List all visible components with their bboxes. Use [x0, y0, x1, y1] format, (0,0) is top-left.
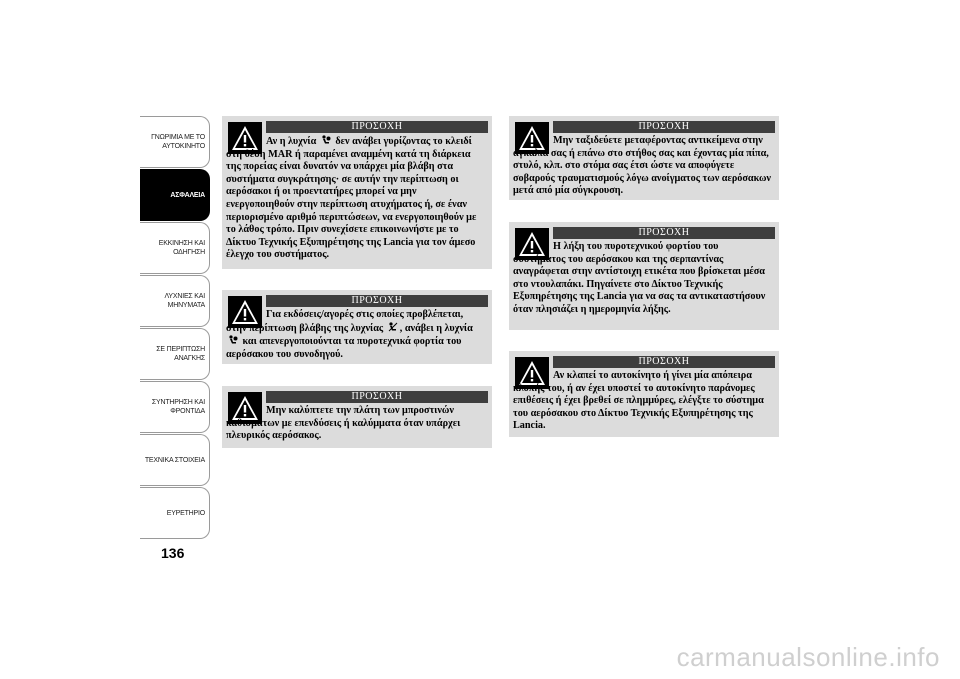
- warning-text: [226, 135, 486, 262]
- tab-label: ΣΥΝΤΗΡΗΣΗ ΚΑΙ ΦΡΟΝΤΙΔΑ: [151, 399, 205, 415]
- warning-heading: ΠΡΟΣΟΧΗ: [553, 121, 775, 133]
- warning-heading: ΠΡΟΣΟΧΗ: [266, 391, 488, 403]
- warning-text: [226, 309, 486, 361]
- warning-box: [222, 386, 492, 448]
- warning-text-part: , ανάβει η λυχνία: [399, 322, 473, 334]
- warning-text: Μην καλύπτετε την πλάτη των μπροστινών καθισμάτων με επενδύσεις ή καλύμματα όταν υπάρχει πλευρικός αερόσακος.: [226, 405, 461, 442]
- warning-heading: ΠΡΟΣΟΧΗ: [266, 295, 488, 307]
- warning-text: Αν κλαπεί το αυτοκίνητο ή γίνει μία απόπειρα κλοπής του, ή αν έχει υποστεί το αυτοκίνητο παράνομες επιθέσεις ή έχει βρεθεί σε πλημμύρες, ελέγξτε το σύστημα του αερόσακου στο Δίκτυο Τεχνικής Εξυπηρέτησης της Lancia.: [513, 370, 764, 432]
- tab-label: ΛΥΧΝΙΕΣ ΚΑΙ ΜΗΝΥΜΑΤΑ: [164, 293, 205, 309]
- tab-label: ΕΚΚΙΝΗΣΗ ΚΑΙ ΟΔΗΓΗΣΗ: [158, 240, 205, 256]
- warning-box: [509, 351, 779, 437]
- warning-heading: ΠΡΟΣΟΧΗ: [553, 356, 775, 368]
- tab-label: ΕΥΡΕΤΗΡΙΟ: [166, 509, 205, 517]
- tab-safety[interactable]: [140, 169, 210, 221]
- warning-text-part: Για εκδόσεις/αγορές στις οποίες προβλέπεται, στην περίπτωση βλάβης της λυχνίας: [226, 309, 464, 334]
- warning-heading: ΠΡΟΣΟΧΗ: [266, 121, 488, 133]
- tab-getting-to-know[interactable]: [140, 116, 210, 168]
- warning-box: [222, 116, 492, 269]
- tab-maintenance[interactable]: [140, 381, 210, 433]
- tab-index[interactable]: [140, 487, 210, 539]
- warning-heading: ΠΡΟΣΟΧΗ: [553, 227, 775, 239]
- tab-label: ΓΝΩΡΙΜΙΑ ΜΕ ΤΟ ΑΥΤΟΚΙΝΗΤΟ: [151, 134, 205, 150]
- warning-box: [222, 290, 492, 364]
- watermark: carmanualsonline.info: [676, 642, 940, 672]
- tab-warning-lights[interactable]: [140, 275, 210, 327]
- tab-starting-driving[interactable]: [140, 222, 210, 274]
- warning-text: Η λήξη του πυροτεχνικού φορτίου του συστήματος του αερόσακου και της σερπαντίνας αναγράφεται στην αντίστοιχη ετικέτα που βρίσκεται μέσα στο ντουλαπάκι. Πηγαίνετε στο Δίκτυο Τεχνικής Εξυπηρέτησης της Lancia για να σας τα αντικαταστήσουν όταν πλησιάζει η ημερομηνία λήξης.: [513, 241, 766, 315]
- warning-box: [509, 222, 779, 330]
- page-number: 136: [161, 545, 185, 561]
- tab-label: ΤΕΧΝΙΚΑ ΣΤΟΙΧΕΙΑ: [144, 456, 205, 464]
- warning-text-part: και απενεργοποιούνται τα πυροτεχνικά φορτία του αερόσακου του συνοδηγού.: [226, 336, 462, 360]
- airbag-lamp-icon: [321, 135, 331, 145]
- warning-text: Μην ταξιδεύετε μεταφέροντας αντικείμενα στην αγκαλιά σας ή επάνω στο στήθος σας και έχοντας μία πίπα, στυλό, κλπ. στο στόμα σας έτσι ώστε να αποφύγετε σοβαρούς τραυματισμούς λόγω ανοίγματος των αερόσακων μετά από μία σύγκρουση.: [513, 135, 771, 197]
- tab-technical-data[interactable]: [140, 434, 210, 486]
- warning-text-part: δεν ανάβει γυρίζοντας το κλειδί στη θέση MAR ή παραμένει αναμμένη κατά τη διάρκεια της πορείας είναι δυνατόν να υπάρχει μία βλάβη στα συστήματα συγκράτησης· σε αυτήν την περίπτωση οι αερόσακοι ή οι προεντατήρες μπορεί να μην ενεργοποιηθούν στην περίπτωση ατυχήματος ή, σε έναν περιορισμένο αριθμό περιπτώσεων, να ενεργοποιηθούν με το λάθος τρόπο. Πριν συνεχίσετε επικοινωνήστε με το Δίκτυο Τεχνικής Εξυπηρέτησης της Lancia για τον άμεσο έλεγχο του συστήματος.: [226, 136, 477, 261]
- tab-label: ΑΣΦΑΛΕΙΑ: [170, 191, 205, 199]
- airbag-lamp-icon: [228, 335, 238, 345]
- warning-text-part: Αν η λυχνία: [266, 136, 317, 147]
- tab-emergency[interactable]: [140, 328, 210, 380]
- tab-label: ΣΕ ΠΕΡΙΠΤΩΣΗ ΑΝΑΓΚΗΣ: [156, 346, 205, 362]
- warning-box: [509, 116, 779, 200]
- airbag-off-lamp-icon: [388, 322, 398, 332]
